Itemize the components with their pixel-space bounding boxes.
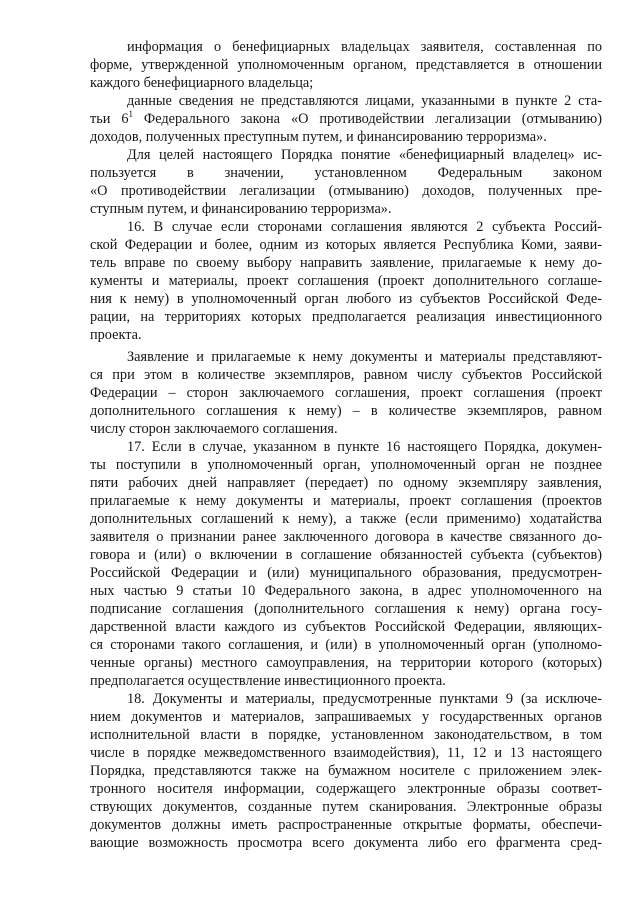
text-line: дополнительных соглашений к нему), а также (если применимо) ходатайства (90, 511, 602, 527)
text-line: вающие возможность просмотра всего документа либо его фрагмента сред- (90, 835, 602, 851)
text-line: пользуется в значении, установленном Федеральным законом (90, 165, 602, 181)
text-line: заявителя о признании ранее заключенного договора в качестве связанного до- (90, 529, 602, 545)
text-line: каждого бенефициарного владельца; (90, 75, 314, 91)
text-line: ступным путем, и финансированию терроризма». (90, 201, 392, 217)
text-line: нием документов и материалов, запрашиваемых у государственных органов (90, 709, 602, 725)
text-line: Заявление и прилагаемые к нему документы и материалы представляют- (127, 349, 602, 365)
text-line: подписание соглашения (дополнительного соглашения к нему) органа госу- (90, 601, 602, 617)
text-line: информация о бенефициарных владельцах заявителя, составленная по (127, 39, 602, 55)
text-line: проекта. (90, 327, 142, 343)
text-line: числу сторон заключаемого соглашения. (90, 421, 338, 437)
text-line: тьи $6^1$ Федерального закона «О противодействии легализации (отмыванию) (90, 110, 602, 127)
text-line: форме, утвержденной уполномоченным органом, представляется в отношении (90, 57, 602, 73)
text-line: рации, на территориях которых предполагается реализация инвестиционного (90, 309, 602, 325)
text-line: предполагается осуществление инвестиционного проекта. (90, 673, 446, 689)
text-line: пяти рабочих дней направляет (передает) по одному экземпляру заявления, (90, 475, 602, 491)
text-line: ных частью 9 статьи 10 Федерального закона, в адрес уполномоченного на (90, 583, 602, 599)
text-line: ченные органы) местного самоуправления, на территории которого (которых) (90, 655, 602, 671)
text-line: дарственной власти каждого из субъектов Российской Федерации, являющих- (90, 619, 602, 635)
text-line: кументы и материалы, проект соглашения (проект дополнительного соглаше- (90, 273, 602, 289)
text-line: Федерации – сторон заключаемого соглашения, проект соглашения (проект (90, 385, 602, 401)
text-line: Российской Федерации и (или) муниципального образования, предусмотрен- (90, 565, 602, 581)
text-line: говора и (или) о включении в соглашение обязанностей субъекта (субъектов) (90, 547, 602, 563)
text-line: доходов, полученных преступным путем, и финансированию терроризма». (90, 129, 547, 145)
text-line: Для целей настоящего Порядка понятие «бенефициарный владелец» ис- (127, 147, 602, 163)
text-line: Порядка, представляются также на бумажном носителе с приложением элек- (90, 763, 602, 779)
text-line: «О противодействии легализации (отмыванию) доходов, полученных пре- (90, 183, 602, 199)
text-line: ся сторонами такого соглашения, и (или) в уполномоченный орган (уполномо- (90, 637, 602, 653)
text-line: данные сведения не представляются лицами, указанными в пункте 2 ста- (127, 93, 602, 109)
text-line: ствующих документов, созданные путем сканирования. Электронные образы (90, 799, 602, 815)
text-line: тель вправе по своему выбору направить заявление, прилагаемые к нему до- (90, 255, 602, 271)
text-line: ской Федерации и более, одним из которых является Республика Коми, заяви- (90, 237, 602, 253)
text-line: ния к нему) в уполномоченный орган любого из субъектов Российской Феде- (90, 291, 602, 307)
text-line: документов должны иметь распространенные открытые форматы, обеспечи- (90, 817, 602, 833)
text-line: прилагаемые к нему документы и материалы, проект соглашения (проектов (90, 493, 602, 509)
text-line: ты поступили в уполномоченный орган, уполномоченный орган не позднее (90, 457, 602, 473)
text-line: ся при этом в количестве экземпляров, равном числу субъектов Российской (90, 367, 602, 383)
text-line: 18. Документы и материалы, предусмотренные пунктами 9 (за исключе- (127, 691, 602, 707)
text-line: дополнительного соглашения к нему) – в количестве экземпляров, равном (90, 403, 602, 419)
text-line: исполнительной власти в порядке, установленном законодательством, в том (90, 727, 602, 743)
text-line: тронного носителя информации, содержащего электронные образы соответ- (90, 781, 602, 797)
superscript: 1 (128, 110, 133, 119)
text-line: 17. Если в случае, указанном в пункте 16 настоящего Порядка, докумен- (127, 439, 602, 455)
text-line: 16. В случае если сторонами соглашения являются 2 субъекта Россий- (127, 219, 602, 235)
text-line: числе в порядке межведомственного взаимодействия), 11, 12 и 13 настоящего (90, 745, 602, 761)
document-body (90, 38, 602, 852)
